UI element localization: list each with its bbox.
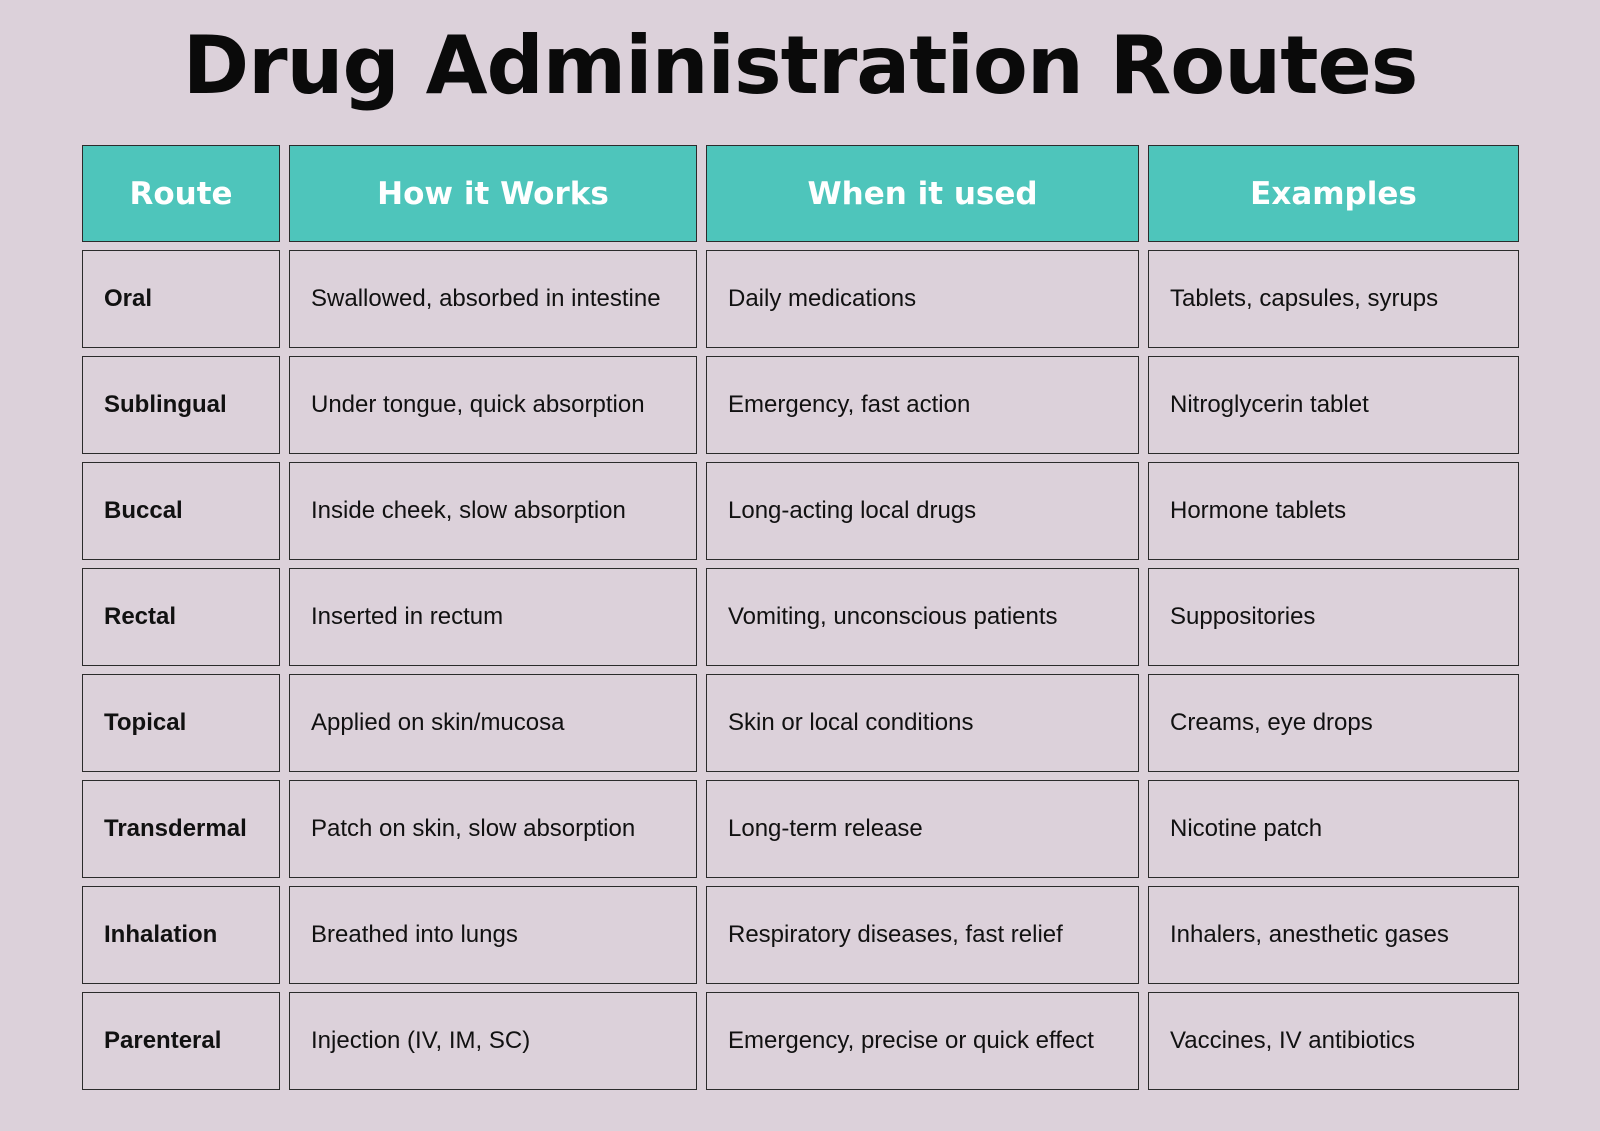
when-cell: Vomiting, unconscious patients — [706, 568, 1139, 666]
when-cell: Skin or local conditions — [706, 674, 1139, 772]
route-cell: Parenteral — [82, 992, 280, 1090]
routes-table — [82, 145, 1519, 1090]
how-cell: Inside cheek, slow absorption — [289, 462, 697, 560]
how-cell: Swallowed, absorbed in intestine — [289, 250, 697, 348]
when-cell: Emergency, precise or quick effect — [706, 992, 1139, 1090]
when-cell: Long-term release — [706, 780, 1139, 878]
header-when-it-used: When it used — [706, 145, 1139, 242]
route-cell: Inhalation — [82, 886, 280, 984]
route-cell: Buccal — [82, 462, 280, 560]
route-cell: Oral — [82, 250, 280, 348]
when-cell: Long-acting local drugs — [706, 462, 1139, 560]
header-examples: Examples — [1148, 145, 1519, 242]
header-route: Route — [82, 145, 280, 242]
examples-cell: Vaccines, IV antibiotics — [1148, 992, 1519, 1090]
examples-cell: Hormone tablets — [1148, 462, 1519, 560]
how-cell: Injection (IV, IM, SC) — [289, 992, 697, 1090]
how-cell: Applied on skin/mucosa — [289, 674, 697, 772]
route-cell: Transdermal — [82, 780, 280, 878]
examples-cell: Suppositories — [1148, 568, 1519, 666]
route-cell: Topical — [82, 674, 280, 772]
when-cell: Respiratory diseases, fast relief — [706, 886, 1139, 984]
how-cell: Patch on skin, slow absorption — [289, 780, 697, 878]
how-cell: Inserted in rectum — [289, 568, 697, 666]
header-how-it-works: How it Works — [289, 145, 697, 242]
when-cell: Emergency, fast action — [706, 356, 1139, 454]
how-cell: Breathed into lungs — [289, 886, 697, 984]
route-cell: Rectal — [82, 568, 280, 666]
page-title: Drug Administration Routes — [182, 19, 1418, 112]
examples-cell: Nicotine patch — [1148, 780, 1519, 878]
examples-cell: Tablets, capsules, syrups — [1148, 250, 1519, 348]
route-cell: Sublingual — [82, 356, 280, 454]
how-cell: Under tongue, quick absorption — [289, 356, 697, 454]
examples-cell: Inhalers, anesthetic gases — [1148, 886, 1519, 984]
examples-cell: Creams, eye drops — [1148, 674, 1519, 772]
examples-cell: Nitroglycerin tablet — [1148, 356, 1519, 454]
when-cell: Daily medications — [706, 250, 1139, 348]
